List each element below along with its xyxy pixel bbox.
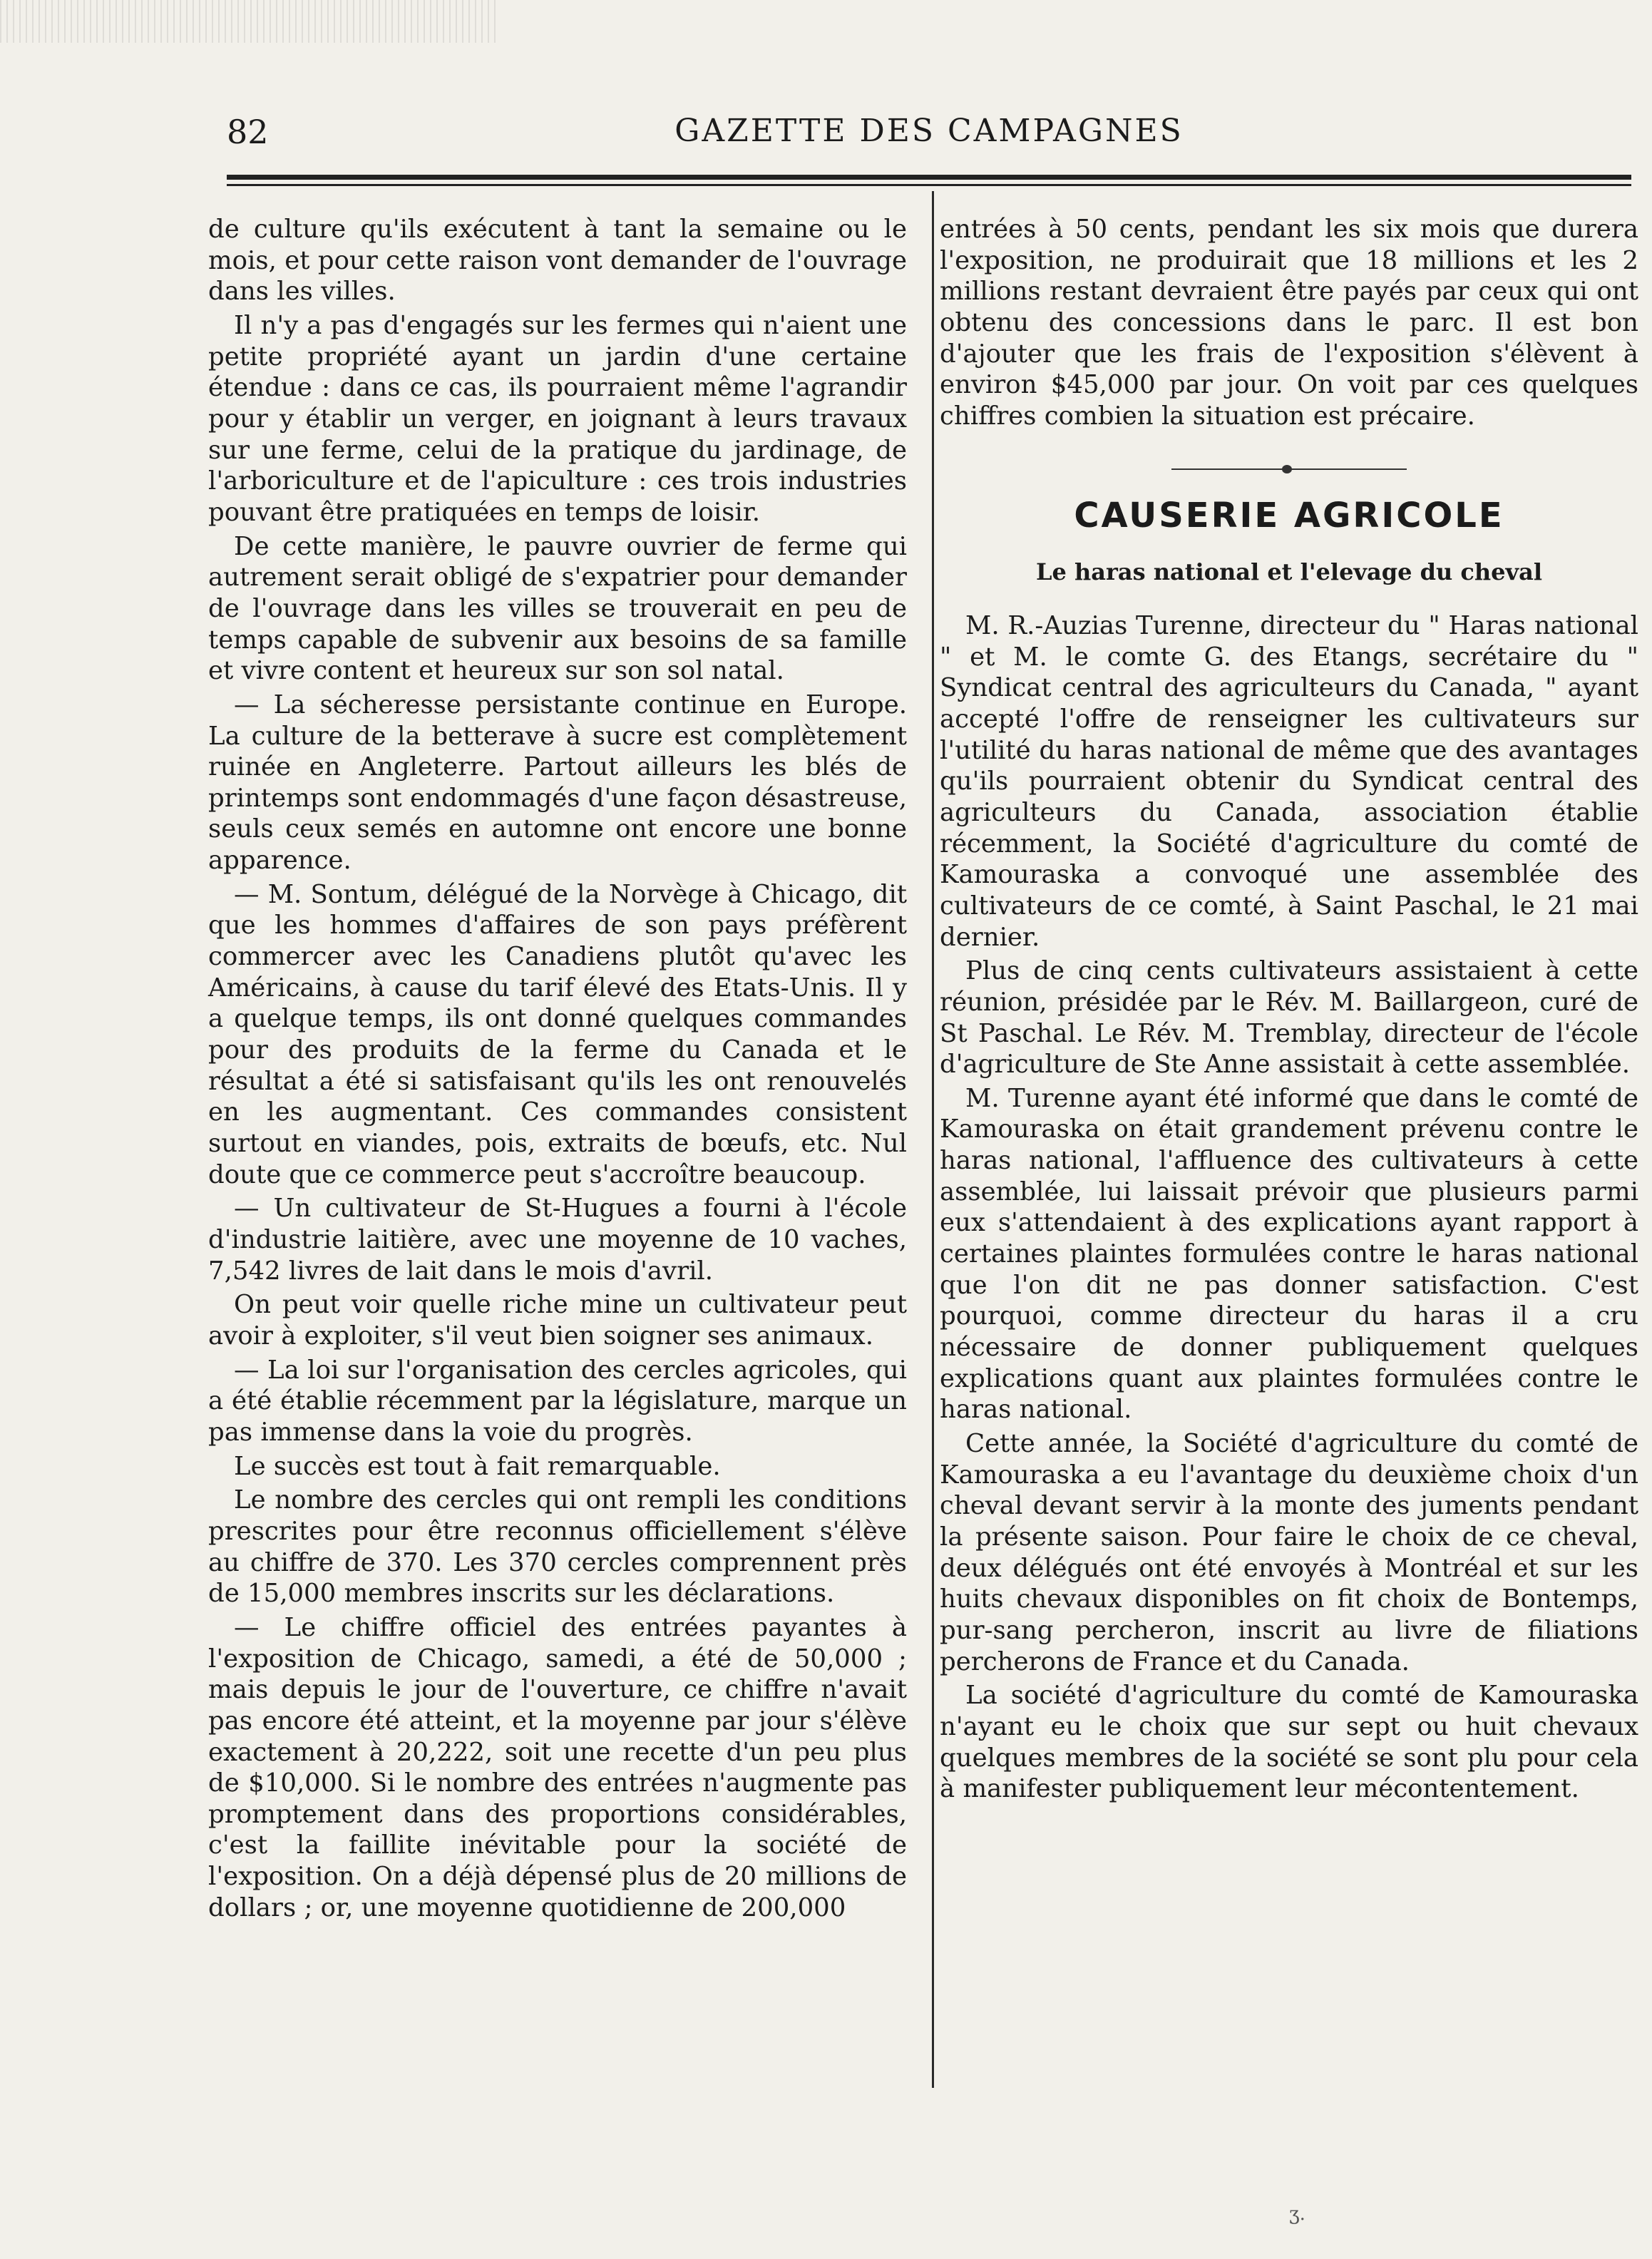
paragraph: — M. Sontum, délégué de la Norvège à Chicago, dit que les hommes d'affaires de son pays préfèrent commercer avec les Canadiens plutôt qu'avec les Américains, à cause du tarif élevé des Etats-Unis. Il y a quelque temps, ils ont donné quelques commandes pour des produits de la ferme du Canada et le résultat a été si satisfaisant qu'ils les ont renouvelés en les augmentant. Ces commandes consistent surtout en viandes, pois, extraits de bœufs, etc. Nul doute que ce commerce peut s'accroître beaucoup.: [208, 879, 907, 1189]
paragraph: — Un cultivateur de St-Hugues a fourni à l'école d'industrie laitière, avec une moyenne de 10 vaches, 7,542 livres de lait dans le mois d'avril.: [208, 1194, 907, 1286]
paragraph: Le nombre des cercles qui ont rempli les conditions prescrites pour être reconnus officiellement s'élève au chiffre de 370. Les 370 cercles comprennent près de 15,000 membres inscrits sur les déclarations.: [208, 1485, 907, 1609]
left-column: [208, 214, 907, 1926]
section-subtitle: Le haras national et l'elevage du cheval: [1035, 558, 1542, 585]
paragraph: de culture qu'ils exécutent à tant la semaine ou le mois, et pour cette raison vont demander de l'ouvrage dans les villes.: [208, 215, 907, 307]
paragraph: — La sécheresse persistante continue en Europe. La culture de la betterave à sucre est complètement ruinée en Angleterre. Partout ailleurs les blés de printemps sont endommagés d'une façon désastreuse, seuls ceux semés en automne ont encore une bonne apparence.: [208, 690, 907, 876]
header-rule-thin: [227, 184, 1631, 186]
paragraph: De cette manière, le pauvre ouvrier de ferme qui autrement serait obligé de s'expatrier pour demander de l'ouvrage dans les villes se trouverait en peu de temps capable de subvenir aux besoins de sa famille et vivre content et heureux sur son sol natal.: [208, 531, 907, 686]
paragraph: Le succès est tout à fait remarquable.: [234, 1451, 721, 1481]
paragraph: M. Turenne ayant été informé que dans le comté de Kamouraska on était grandement prévenu contre le haras national, l'affluence des cultivateurs à cette assemblée, lui laissait prévoir que plusieurs parmi eux s'attendaient à des explications ayant rapport à certaines plaintes formulées contre le haras national que l'on dit ne pas donner satisfaction. C'est pourquoi, comme directeur du haras il a cru nécessaire de donner publiquement quelques explications quant aux plaintes formulées contre le haras national.: [940, 1083, 1638, 1425]
paragraph: La société d'agriculture du comté de Kamouraska n'ayant eu le choix que sur sept ou huit chevaux quelques membres de la société se sont plu pour cela à manifester publiquement leur mécontentement.: [940, 1681, 1638, 1804]
paragraph: Cette année, la Société d'agriculture du comté de Kamouraska a eu l'avantage du deuxième choix d'un cheval devant servir à la monte des juments pendant la présente saison. Pour faire le choix de ce cheval, deux délégués ont été envoyés à Montréal et sur les huits chevaux disponibles on fit choix de Bontemps, pur-sang percheron, inscrit au livre de filiations percherons de France et du Canada.: [940, 1429, 1638, 1676]
column-divider: [932, 191, 934, 2088]
right-column-intro: [940, 214, 1638, 432]
page-number: 82: [227, 113, 269, 151]
paragraph: On peut voir quelle riche mine un cultivateur peut avoir à exploiter, s'il veut bien soigner ses animaux.: [208, 1290, 907, 1351]
right-column: [940, 214, 1638, 1808]
section-separator: [1171, 463, 1407, 475]
page-header: [227, 100, 1631, 157]
paragraph: — La loi sur l'organisation des cercles agricoles, qui a été établie récemment par la législature, marque un pas immense dans la voie du progrès.: [208, 1355, 907, 1447]
paragraph: — Le chiffre officiel des entrées payantes à l'exposition de Chicago, samedi, a été de 50,000 ; mais depuis le jour de l'ouverture, ce chiffre n'avait pas encore été atteint, et la moyenne par jour s'élève exactement à 20,222, soit une recette d'un peu plus de $10,000. Si le nombre des entrées n'augmente pas promptement dans des proportions considérables, c'est la faillite inévitable pour la société de l'exposition. On a déjà dépensé plus de 20 millions de dollars ; or, une moyenne quotidienne de 200,000: [208, 1612, 907, 1922]
paragraph: Il n'y a pas d'engagés sur les fermes qui n'aient une petite propriété ayant un jardin d'une certaine étendue : dans ce cas, ils pourraient même l'agrandir pour y établir un verger, en joignant à leurs travaux sur une ferme, celui de la pratique du jardinage, de l'arboriculture et de l'apiculture : ces trois industries pouvant être pratiquées en temps de loisir.: [208, 310, 907, 527]
paragraph: M. R.-Auzias Turenne, directeur du " Haras national " et M. le comte G. des Etangs, secrétaire du " Syndicat central des agriculteurs du Canada, " ayant accepté l'offre de renseigner les cultivateurs sur l'utilité du haras national de même que des avantages qu'ils pourraient obtenir du Syndicat central des agriculteurs du Canada, association établie récemment, la Société d'agriculture du comté de Kamouraska a convoqué une assemblée des cultivateurs de ce comté, à Saint Paschal, le 21 mai dernier.: [940, 610, 1638, 952]
paragraph: entrées à 50 cents, pendant les six mois que durera l'exposition, ne produirait que 18 millions et les 2 millions restant devraient être payés par ceux qui ont obtenu des concessions dans le parc. Il est bon d'ajouter que les frais de l'exposition s'élèvent à environ $45,000 par jour. On voit par ces quelques chiffres combien la situation est précaire.: [940, 215, 1638, 431]
page-speck: ʒ.: [1289, 2203, 1305, 2225]
right-column-body: [940, 610, 1638, 1805]
running-title: GAZETTE DES CAMPAGNES: [674, 113, 1184, 149]
scan-noise: [0, 0, 499, 43]
section-title: CAUSERIE AGRICOLE: [1074, 495, 1504, 536]
header-rule: [227, 175, 1631, 180]
paragraph: Plus de cinq cents cultivateurs assistaient à cette réunion, présidée par le Rév. M. Baillargeon, curé de St Paschal. Le Rév. M. Tremblay, directeur de l'école d'agriculture de Ste Anne assistait à cette assemblée.: [940, 956, 1638, 1080]
